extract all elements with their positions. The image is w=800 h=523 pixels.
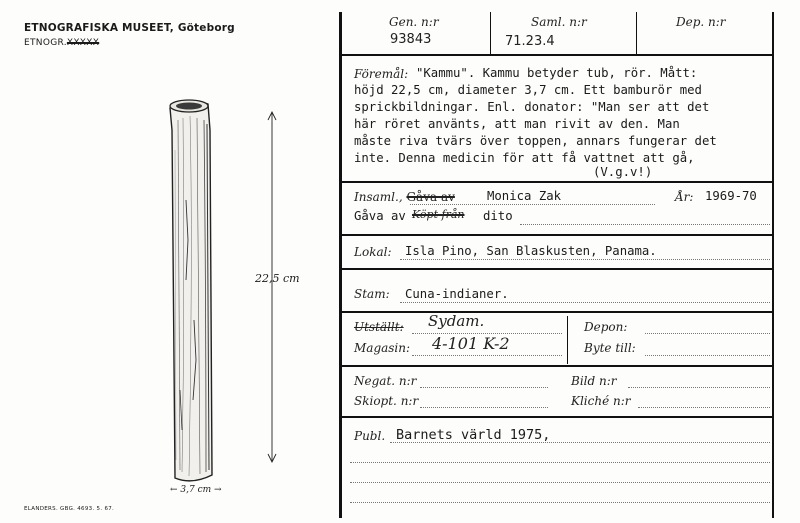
- publ-dots-1: [390, 442, 770, 443]
- stam-label: Stam:: [354, 287, 390, 301]
- byte-dots: [645, 355, 770, 356]
- etnogr-struck: XXXXX: [66, 38, 100, 48]
- foremal-line: måste riva tvärs över toppen, annars fungerar det: [354, 134, 717, 148]
- museum-name: ETNOGRAFISKA MUSEET, Göteborg: [24, 22, 235, 34]
- insaml-struck-label: Gåva av: [406, 190, 455, 204]
- magasin-value: 4-101 K-2: [432, 334, 510, 353]
- publ-dots-3: [350, 482, 770, 483]
- magasin-label: Magasin:: [354, 341, 411, 355]
- card-left-border: [339, 12, 342, 518]
- lokal-value: Isla Pino, San Blaskusten, Panama.: [405, 244, 657, 258]
- bild-label: Bild n:r: [571, 374, 617, 388]
- negat-label: Negat. n:r: [354, 374, 417, 388]
- foremal-label: Föremål:: [354, 67, 409, 81]
- lokal-label: Lokal:: [354, 245, 392, 259]
- foremal-line: "Kammu". Kammu betyder tub, rör. Mått:: [416, 66, 698, 80]
- gen-value: 93843: [390, 32, 432, 47]
- lokal-dots: [400, 259, 770, 260]
- insaml-label-text: Insaml.,: [354, 190, 403, 204]
- insaml-dots: [410, 204, 655, 205]
- foremal-line: sprickbildningar. Enl. donator: "Man ser att det: [354, 100, 710, 114]
- rule-6: [341, 365, 774, 367]
- utstallt-label: Utställt:: [354, 320, 404, 334]
- insaml-value: Monica Zak: [487, 189, 562, 203]
- publ-dots-2: [350, 462, 770, 463]
- gava-label: Gåva av: [354, 209, 406, 223]
- rule-5: [341, 311, 774, 313]
- magasin-dots: [412, 355, 562, 356]
- bild-dots: [628, 387, 770, 388]
- stam-value: Cuna-indianer.: [405, 287, 509, 301]
- byte-label: Byte till:: [584, 341, 636, 355]
- kliche-label: Kliché n:r: [571, 394, 631, 408]
- publ-dots-4: [350, 502, 770, 503]
- skiopt-label: Skiopt. n:r: [354, 394, 419, 408]
- gava-struck: Köpt från: [412, 208, 465, 221]
- saml-label: Saml. n:r: [531, 15, 587, 29]
- rule-3: [341, 234, 774, 236]
- rule-4: [341, 268, 774, 270]
- insaml-label: [354, 190, 455, 204]
- etnogr-line: [24, 38, 99, 48]
- foremal-line: här röret använts, att man rivit av den. Man: [354, 117, 680, 131]
- height-dimension-label: 22,5 cm: [255, 272, 300, 285]
- depon-label: Depon:: [584, 320, 628, 334]
- etnogr-prefix: ETNOGR.: [24, 38, 67, 48]
- gen-saml-divider: [490, 12, 491, 54]
- ar-value: 1969-70: [705, 189, 757, 203]
- publ-label: Publ.: [354, 429, 386, 443]
- dep-label: Dep. n:r: [676, 15, 726, 29]
- skiopt-dots: [420, 407, 548, 408]
- card-right-border: [772, 12, 774, 518]
- rule-2: [341, 181, 774, 183]
- saml-dep-divider: [636, 12, 637, 54]
- negat-dots: [420, 387, 548, 388]
- saml-value: 71.23.4: [505, 34, 555, 49]
- depon-dots: [645, 333, 770, 334]
- rule-1: [341, 54, 774, 56]
- publ-value: Barnets värld 1975,: [396, 427, 551, 443]
- bamboo-tube-drawing: [120, 90, 320, 500]
- gava-dots: [520, 224, 770, 225]
- printer-line: ELANDERS. GBG. 4693. 5. 67.: [24, 506, 115, 512]
- foremal-line: inte. Denna medicin för att få vattnet att gå,: [354, 151, 695, 165]
- gen-label: Gen. n:r: [389, 15, 439, 29]
- gava-value: dito: [483, 209, 513, 223]
- width-dimension-label: ← 3,7 cm →: [170, 485, 222, 495]
- vgv-note: (V.g.v!): [593, 165, 653, 179]
- storage-divider: [567, 316, 568, 364]
- stam-dots: [400, 302, 770, 303]
- ar-label: År:: [675, 190, 694, 204]
- rule-7: [341, 416, 774, 418]
- utstallt-value: Sydam.: [428, 312, 485, 330]
- kliche-dots: [638, 407, 770, 408]
- foremal-line: höjd 22,5 cm, diameter 3,7 cm. Ett bamburör med: [354, 83, 702, 97]
